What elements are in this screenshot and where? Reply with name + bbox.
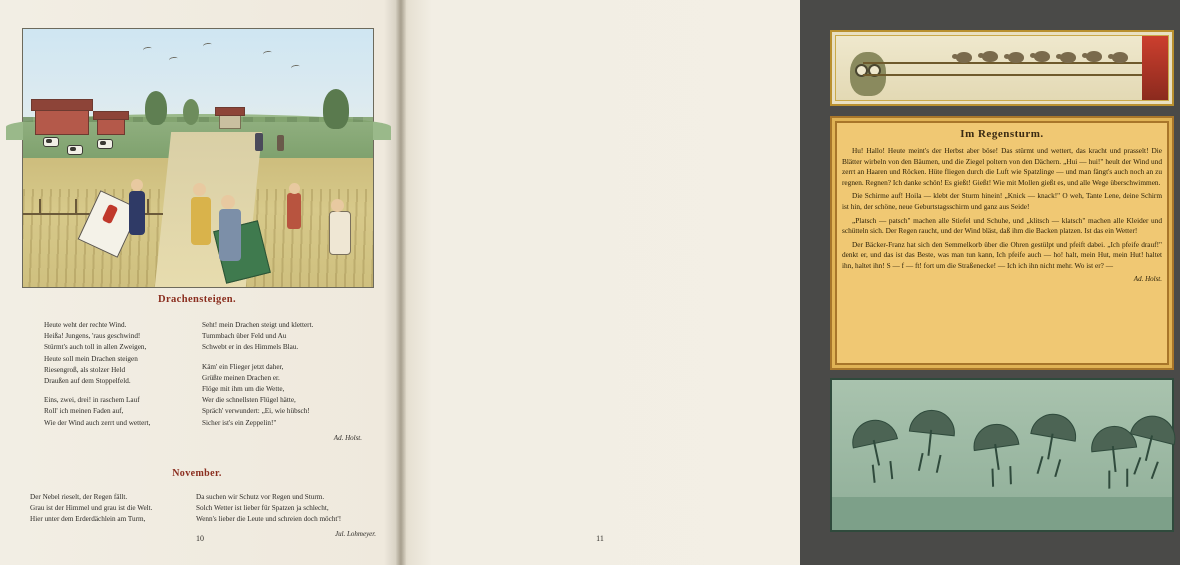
tree [323, 89, 349, 129]
bird-icon [1086, 51, 1102, 62]
poem-signature: Jul. Lohmeyer. [334, 529, 376, 538]
figure-legs [991, 466, 1011, 487]
child-head [331, 199, 344, 212]
poem-line: Heute soll mein Drachen steigen [44, 354, 138, 363]
poem-november-title: November. [172, 468, 222, 479]
poem-line: Wie der Wind auch zerrt und wettert, [44, 418, 151, 427]
village-house-roof [215, 107, 245, 116]
poem-line: Stürmt's auch toll in allen Zweigen, [44, 343, 147, 352]
poem-drachensteigen-col2 [202, 320, 362, 444]
poem-line: Heute weht der rechte Wind. [44, 321, 127, 329]
child-figure [129, 191, 145, 235]
page-number-left: 10 [196, 534, 204, 543]
poem-line: Hier unter dem Erderdächlein am Turm, [30, 515, 146, 524]
story-paragraph: Der Bäcker-Franz hat sich den Semmelkorb über die Ohren gestülpt und pfeift dabei. „Ich pfeife drauf!" denkt er, und das ist das Beste, was man tun kann, Ich pfeife auch — ho! halt, mein Hut, mein Hut! haltet ihn, haltet ihn! S — f — ft! fort um die Straßenecke! — Ich ich ihn nicht mehr. Wo ist er? — [842, 239, 1162, 270]
poem-line: Tummbach über Feld und Au [202, 332, 287, 341]
cow [43, 137, 59, 147]
bird-icon [1034, 51, 1050, 62]
story-panel [830, 116, 1174, 370]
figure-legs [1108, 469, 1128, 489]
red-banner-edge [1142, 36, 1168, 100]
poem-line: Solch Wetter ist lieber für Spatzen ja schlecht, [196, 504, 329, 513]
poem-line: Käm' ein Flieger jetzt daher, [202, 362, 284, 371]
poem-line: Draußen auf dem Stoppelfeld. [44, 377, 131, 386]
fence-post [147, 199, 149, 215]
bird-icon [1008, 52, 1024, 63]
story-paragraph: „Platsch — patsch" machen alle Stiefel und Schuhe, und „klitsch — klatsch" machen alle Kleider und schütteln sich. Der Regen raucht, und der Wind bläst, daß ihm die Backen platzen. Ist das ein Wetter! [842, 215, 1162, 236]
telegraph-wire [863, 74, 1162, 76]
page-number-right: 11 [596, 534, 604, 543]
poem-line: Roll' ich meinen Faden auf, [44, 407, 124, 416]
poem-line: Heißa! Jungens, 'raus geschwind! [44, 332, 141, 341]
bird-icon [1060, 52, 1076, 63]
book-gutter [396, 0, 406, 565]
poem-line: Da suchen wir Schutz vor Regen und Sturm. [196, 493, 325, 501]
child-figure-running [287, 193, 301, 229]
bird-icon [982, 51, 998, 62]
story-paragraph: Die Schirme auf! Hoila — klebt der Sturm hinein! „Knick — knack!" O weh, Tante Lene, deine Schirm ist hin, der schöne, neue Geburtstagsschirm und ganz aus Seide! [842, 191, 1162, 211]
child-figure-white [329, 211, 351, 255]
tree [145, 91, 167, 125]
left-page [0, 0, 400, 565]
figure-legs [918, 453, 942, 473]
story-paragraph: Hu! Hallo! Heute meint's der Herbst aber böse! Das stürmt und wettert, das kracht und prasselt! Die Blätter wirbeln von den Bäumen, und die Ziegel poltern von den Dächern. „Hui — hui!" heult der Wind und zerrt an Haaren und Röcken. Hüte fliegen durch die Luft wie Spatzlinge — und man fängt's auch noch an zu regnen. Regnen? Ich danke schön! Es gießt! Gießt! Wie mit Mollen gießt es, und alle Wege überschwimmen. [842, 146, 1162, 187]
vignette-inner-frame [835, 35, 1169, 101]
umbrellas-vignette [830, 378, 1174, 532]
distant-figure [277, 135, 284, 151]
farm-roof [31, 99, 93, 111]
bird-icon [956, 52, 972, 63]
poem-gap [202, 354, 362, 362]
child-figure [219, 209, 241, 261]
right-page [400, 0, 1162, 565]
poem-line: Eins, zwei, drei! in raschem Lauf [44, 396, 140, 405]
child-figure [191, 197, 211, 245]
umbrella-dome [909, 408, 957, 437]
fence-post [75, 199, 77, 215]
child-head [193, 183, 206, 196]
poem-gap [44, 387, 189, 395]
kite-flying-illustration [22, 28, 374, 288]
poem-line: Wenn's lieber die Leute und schreien doch möcht'! [196, 515, 342, 524]
poem-line: Riesengroß, als stolzer Held [44, 365, 126, 374]
child-head [221, 195, 235, 209]
distant-figure [255, 133, 263, 151]
poem-line: Schwebt er in des Himmels Blau. [202, 343, 299, 352]
child-head [131, 179, 143, 191]
story-signature: Ad. Holst. [1133, 274, 1162, 283]
poem-drachensteigen-col1 [44, 320, 189, 429]
poem-line: Der Nebel rieselt, der Regen fällt. [30, 493, 128, 501]
cow [97, 139, 113, 149]
umbrella-figure [909, 408, 957, 437]
poem-line: Grau ist der Himmel und grau ist die Welt. [30, 504, 153, 513]
story-inner [842, 128, 1162, 358]
owl-and-birds-vignette [830, 30, 1174, 106]
poem-line: Flöge mit ihm um die Wette, [202, 385, 285, 394]
poem-line: Sicher ist's ein Zeppelin!" [202, 418, 277, 427]
poem-line: Seht! mein Drachen steigt und klettert. [202, 321, 314, 329]
umbrella-figure [1089, 424, 1137, 453]
farm-building [35, 107, 89, 135]
poem-line: Grüßte meinen Drachen er. [202, 373, 280, 382]
poem-november-col1 [30, 492, 190, 526]
bird-icon [1112, 52, 1128, 63]
child-head [289, 183, 300, 194]
vignette-ground [832, 497, 1172, 530]
story-title: Im Regensturm. [960, 128, 1044, 140]
poem-signature: Ad. Holst. [333, 433, 362, 442]
cow [67, 145, 83, 155]
illustration-caption: Drachensteigen. [157, 294, 237, 305]
poem-line: Spräch' verwundert: „Ei, wie hübsch! [202, 407, 310, 416]
tree [183, 99, 199, 125]
poem-november-col2 [196, 492, 376, 540]
fence-post [39, 199, 41, 215]
farm-shed-roof [93, 111, 129, 120]
poem-line: Wer die schnellsten Flügel hätte, [202, 396, 296, 405]
